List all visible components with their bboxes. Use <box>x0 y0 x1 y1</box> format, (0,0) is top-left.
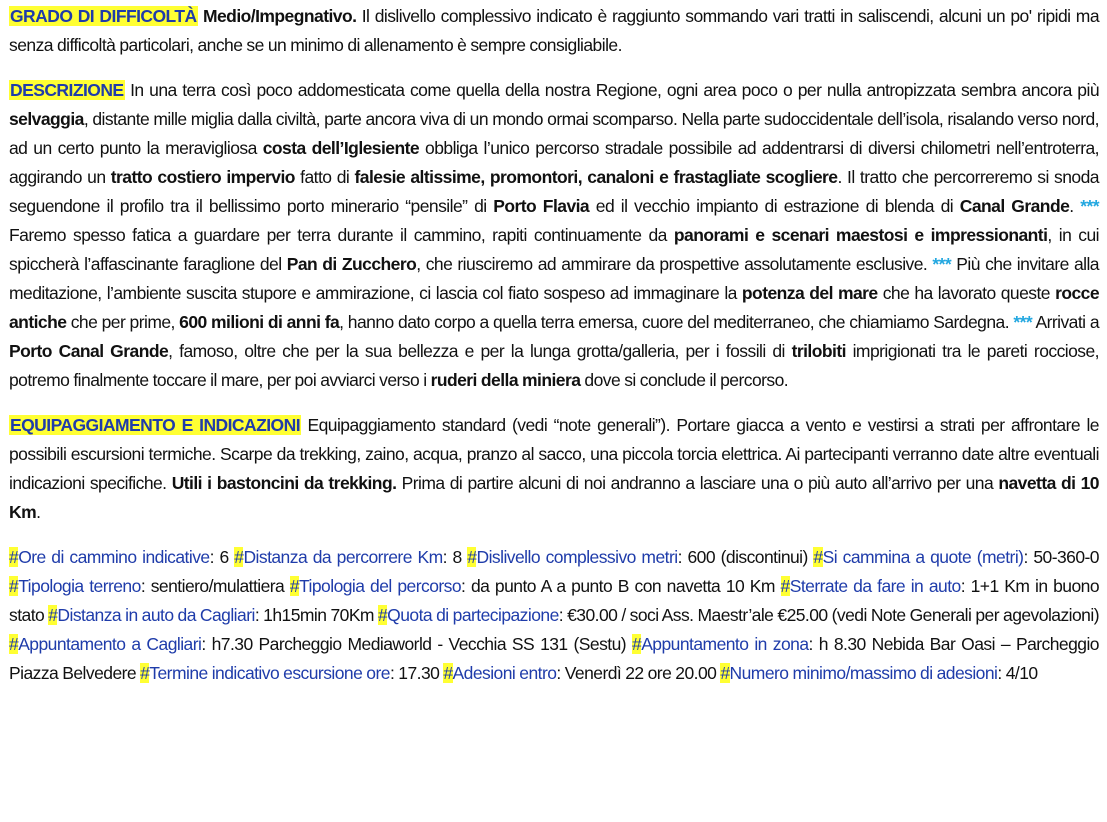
info-label: Termine indicativo escursione ore <box>149 663 390 683</box>
info-label: Tipologia del percorso <box>299 576 462 596</box>
body-text: fatto di <box>294 167 355 187</box>
info-label: Numero minimo/massimo di adesioni <box>729 663 998 683</box>
info-label: Quota di partecipazione <box>387 605 559 625</box>
info-label: Distanza in auto da Cagliari <box>57 605 255 625</box>
hash-marker: # <box>9 547 19 567</box>
bold-text: selvaggia <box>9 109 84 129</box>
body-text: , distante mille miglia dalla civiltà, parte ancora viva di un mondo ormai scomparso. Nella parte sudoccidentale dell’isola, risalando verso nord, ad un certo punto la meravigliosa <box>9 109 1099 158</box>
bold-text: tratto costiero impervio <box>110 167 295 187</box>
info-value: 50-360-0 <box>1027 547 1099 567</box>
body-text: dove si conclude il percorso. <box>580 370 789 390</box>
bold-text: rocce antiche <box>9 283 1100 332</box>
separator-stars: *** <box>1013 312 1033 332</box>
info-label: Appuntamento a Cagliari <box>18 634 202 654</box>
bold-text: ruderi della miniera <box>430 370 581 390</box>
descrizione-heading: DESCRIZIONE <box>10 80 124 100</box>
separator-stars: *** <box>932 254 952 274</box>
equipaggiamento-paragraph <box>9 411 1099 527</box>
separator-stars: *** <box>1080 196 1100 216</box>
body-text: che per prime, <box>66 312 180 332</box>
info-colon: : <box>677 547 682 567</box>
info-value: h 8.30 Nebida Bar Oasi – Parcheggio Piazza Belvedere <box>9 634 1099 683</box>
bold-text: panorami e scenari maestosi e impressionanti <box>673 225 1048 245</box>
info-value: 17.30 <box>394 663 444 683</box>
hash-marker: # <box>377 605 388 625</box>
info-colon: : <box>997 663 1002 683</box>
body-text: , che riusciremo ad ammirare da prospettive assolutamente esclusive. <box>416 254 933 274</box>
bold-text: Pan di Zucchero <box>286 254 417 274</box>
info-value: €30.00 / soci Ass. Maestr’ale €25.00 (vedi Note Generali per agevolazioni) <box>563 605 1099 625</box>
hash-marker: # <box>632 634 642 654</box>
hash-marker: # <box>48 605 58 625</box>
info-label: Distanza da percorrere Km <box>243 547 443 567</box>
bold-text: Canal Grande <box>959 196 1070 216</box>
hash-marker: # <box>9 576 19 596</box>
bold-text: Porto Canal Grande <box>9 341 169 361</box>
hash-marker: # <box>9 634 19 654</box>
grado-heading: GRADO DI DIFFICOLTÀ <box>10 6 197 26</box>
info-colon: : <box>254 605 260 625</box>
info-value: 4/10 <box>1001 663 1038 683</box>
hash-marker: # <box>720 663 730 683</box>
bold-text: trilobiti <box>791 341 846 361</box>
bold-text: costa dell’Iglesiente <box>262 138 420 158</box>
info-value: 600 (discontinui) <box>681 547 814 567</box>
body-text: . <box>36 502 41 522</box>
info-paragraph <box>9 543 1099 688</box>
descrizione-body <box>9 80 1099 390</box>
info-value: Venerdì 22 ore 20.00 <box>560 663 721 683</box>
info-colon: : <box>1023 547 1028 567</box>
body-text: , in cui spiccherà l’affascinante faraglione del <box>9 225 1099 274</box>
info-value: sentiero/mulattiera <box>145 576 290 596</box>
info-colon: : <box>140 576 146 596</box>
info-colon: : <box>389 663 395 683</box>
hash-marker: # <box>467 547 477 567</box>
body-text: obbliga l’unico percorso stradale possibile ad addentrarsi di diversi chilometri nell’entroterra, aggirando un <box>9 138 1099 187</box>
info-value: da punto A a punto B con navetta 10 Km <box>465 576 781 596</box>
descrizione-paragraph <box>9 76 1099 395</box>
body-text: , famoso, oltre che per la sua bellezza e per la lunga grotta/galleria, per i fossili di <box>168 341 792 361</box>
info-value: h7.30 Parcheggio Mediaworld - Vecchia SS 131 (Sestu) <box>205 634 632 654</box>
info-label: Adesioni entro <box>452 663 557 683</box>
info-colon: : <box>558 605 564 625</box>
hash-marker: # <box>813 547 823 567</box>
info-label: Tipologia terreno <box>18 576 141 596</box>
info-label: Si cammina a quote (metri) <box>822 547 1024 567</box>
info-value: 1h15min 70Km <box>259 605 378 625</box>
hash-marker: # <box>443 663 453 683</box>
body-text: Faremo spesso fatica a guardare per terra durante il cammino, rapiti continuamente da <box>9 225 674 245</box>
bold-text: falesie altissime, promontori, canaloni e frastagliate scogliere <box>354 167 838 187</box>
grado-level: Medio/Impegnativo. <box>202 6 357 26</box>
hash-marker: # <box>234 547 244 567</box>
info-label: Appuntamento in zona <box>641 634 809 654</box>
hash-marker: # <box>289 576 300 596</box>
grado-paragraph <box>9 2 1099 60</box>
info-label: Dislivello complessivo metri <box>476 547 678 567</box>
info-colon: : <box>960 576 965 596</box>
info-value: 6 <box>213 547 235 567</box>
info-value: 1+1 Km in buono stato <box>9 576 1100 625</box>
bold-text: Porto Flavia <box>493 196 590 216</box>
bold-text: navetta di 10 Km <box>9 473 1099 522</box>
body-text: che ha lavorato queste <box>877 283 1056 303</box>
body-text: Più che invitare alla meditazione, l’ambiente suscita stupore e ammirazione, ci lascia col fiato sospeso ad immaginare la <box>9 254 1099 303</box>
body-text: In una terra così poco addomesticata come quella della nostra Regione, ogni area poco o per nulla antropizzata sembra ancora più <box>124 80 1099 100</box>
bold-text: 600 milioni di anni fa <box>179 312 340 332</box>
body-text: , hanno dato corpo a quella terra emersa, cuore del mediterraneo, che chiamiamo Sardegna. <box>339 312 1014 332</box>
body-text: ed il vecchio impianto di estrazione di blenda di <box>589 196 960 216</box>
body-text: . <box>1069 196 1081 216</box>
bold-text: potenza del mare <box>741 283 878 303</box>
info-colon: : <box>556 663 561 683</box>
info-label: Sterrate da fare in auto <box>789 576 961 596</box>
body-text: . Il tratto che percorreremo si snoda seguendone il profilo tra il bellissimo porto minerario “pensile” di <box>9 167 1099 216</box>
body-text: Prima di partire alcuni di noi andranno a lasciare una o più auto all’arrivo per una <box>396 473 999 493</box>
body-text: Equipaggiamento standard (vedi “note generali”). Portare giacca a vento e vestirsi a strati per affrontare le possibili escursioni termiche. Scarpe da trekking, zaino, acqua, pranzo al sacco, una piccola torcia elettrica. Ai partecipanti verranno date altre eventuali indicazioni specifiche. <box>9 415 1099 493</box>
equipaggiamento-heading: EQUIPAGGIAMENTO E INDICAZIONI <box>10 415 301 435</box>
info-label: Ore di cammino indicative <box>18 547 210 567</box>
info-colon: : <box>808 634 813 654</box>
info-colon: : <box>201 634 206 654</box>
grado-text: Il dislivello complessivo indicato è raggiunto sommando vari tratti in saliscendi, alcuni un po' ripidi ma senza difficoltà particolari, anche se un minimo di allenamento è sempre consigliabile. <box>9 6 1100 55</box>
hash-marker: # <box>780 576 790 596</box>
body-text: imprigionati tra le pareti rocciose, potremo finalmente toccare il mare, per poi avviarci verso i <box>9 341 1099 390</box>
info-colon: : <box>461 576 466 596</box>
bold-text: Utili i bastoncini da trekking. <box>171 473 397 493</box>
hash-marker: # <box>140 663 150 683</box>
info-value: 8 <box>446 547 468 567</box>
info-colon: : <box>442 547 447 567</box>
info-colon: : <box>209 547 214 567</box>
body-text: Arrivati a <box>1032 312 1100 332</box>
